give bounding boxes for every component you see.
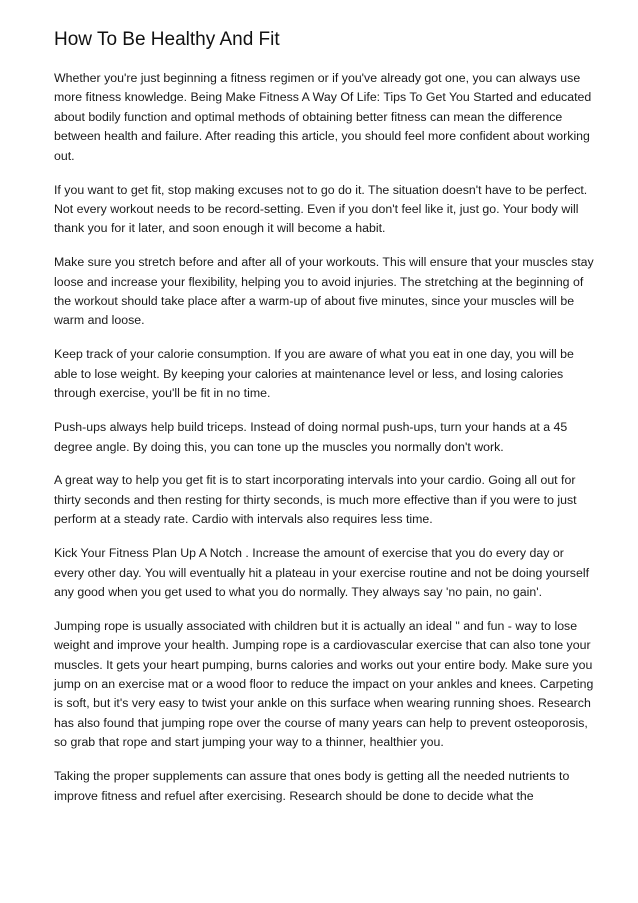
paragraph-supplements: Taking the proper supplements can assure that ones body is getting all the needed nutrients to improve fitness and refuel after exercising. Research should be done to decide what the — [54, 769, 570, 803]
document-page — [54, 28, 594, 821]
paragraph-stop-excuses: If you want to get fit, stop making excuses not to go do it. The situation doesn't have to be perfect. Not every workout needs to be record-setting. Even if you don't feel like it, just go. Your body will thank you for it later, and soon enough it will become a habit. — [54, 182, 588, 236]
paragraph-push-ups: Push-ups always help build triceps. Instead of doing normal push-ups, turn your hands at a 45 degree angle. By doing this, you can tone up the muscles you normally don't work. — [54, 420, 568, 454]
paragraph-intro: Whether you're just beginning a fitness regimen or if you've already got one, you can always use more fitness knowledge. Being Make Fitness A Way Of Life: Tips To Get You Started and educated about bodily function and optimal methods of obtaining better fitness can mean the difference between health and failure. After reading this article, you should feel more confident about working out. — [54, 71, 592, 163]
paragraph-intervals: A great way to help you get fit is to start incorporating intervals into your cardio. Going all out for thirty seconds and then resting for thirty seconds, is much more effective than if you were to just perform at a steady rate. Cardio with intervals also requires less time. — [54, 473, 577, 527]
document-title: How To Be Healthy And Fit — [54, 29, 280, 50]
paragraph-stretching: Make sure you stretch before and after all of your workouts. This will ensure that your muscles stay loose and increase your flexibility, helping you to avoid injuries. The stretching at the beginning of the workout should take place after a warm-up of about five minutes, since your muscles will be warm and loose. — [54, 255, 594, 328]
paragraph-kick-fitness: Kick Your Fitness Plan Up A Notch . Increase the amount of exercise that you do every day or every other day. You will eventually hit a plateau in your exercise routine and not be doing yourself any good when you get used to what you do normally. They always say 'no pain, no gain'. — [54, 546, 589, 599]
paragraph-calories: Keep track of your calorie consumption. If you are aware of what you eat in one day, you will be able to lose weight. By keeping your calories at maintenance level or less, and losing calories through exercise, you'll be fit in no time. — [54, 347, 574, 401]
paragraph-jumping-rope: Jumping rope is usually associated with children but it is actually an ideal " and fun - way to lose weight and improve your health. Jumping rope is a cardiovascular exercise that can also tone your muscles. It gets your heart pumping, burns calories and works out your entire body. Make sure you jump on an exercise mat or a wood floor to reduce the impact on your ankles and knees. Carpeting is soft, but it's very easy to twist your ankle on this surface when wearing running shoes. Research has also found that jumping rope over the course of many years can help to prevent osteoporosis, so grab that rope and start jumping your way to a thinner, healthier you. — [54, 618, 594, 750]
